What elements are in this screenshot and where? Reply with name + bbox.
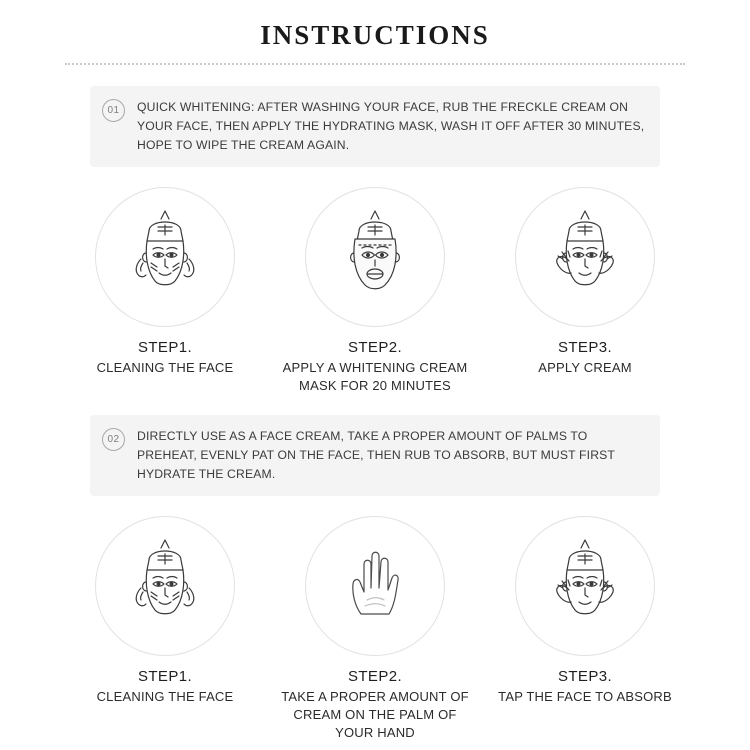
illustration-circle — [515, 187, 655, 327]
step-title: STEP1. — [137, 339, 193, 356]
face-mask-icon — [315, 197, 435, 317]
steps-row-01 — [0, 181, 750, 395]
face-cleaning-icon — [105, 526, 225, 646]
step-description: CLEANING THE FACE — [96, 360, 234, 375]
instruction-block-02 — [90, 415, 660, 496]
illustration-circle — [95, 187, 235, 327]
open-palm-icon — [315, 526, 435, 646]
step-item — [480, 181, 690, 395]
step-title: STEP2. — [347, 339, 403, 356]
step-title: STEP1. — [137, 668, 193, 685]
step-title: STEP2. — [347, 668, 403, 685]
step-number-badge: 02 — [102, 428, 125, 451]
step-illustration — [270, 181, 480, 333]
step-description: TAKE A PROPER AMOUNT OF CREAM ON THE PALM OF YOUR HAND — [281, 689, 469, 740]
step-description: APPLY A WHITENING CREAM MASK FOR 20 MINUTES — [282, 360, 468, 393]
step-item — [270, 181, 480, 395]
page-header — [0, 0, 750, 66]
face-apply-cream-icon — [525, 197, 645, 317]
step-item — [270, 510, 480, 742]
step-item — [480, 510, 690, 742]
illustration-circle — [515, 516, 655, 656]
face-cleaning-icon — [105, 197, 225, 317]
step-illustration — [60, 181, 270, 333]
face-tap-icon — [525, 526, 645, 646]
step-number-badge: 01 — [102, 99, 125, 122]
header-divider — [65, 63, 685, 66]
page-title: INSTRUCTIONS — [260, 20, 490, 50]
instruction-text: QUICK WHITENING: AFTER WASHING YOUR FACE, RUB THE FRECKLE CREAM ON YOUR FACE, THEN APPLY THE HYDRATING MASK, WASH IT OFF AFTER 30 MINUTES, HOPE TO WIPE THE CREAM AGAIN. — [137, 100, 645, 152]
step-illustration — [480, 181, 690, 333]
illustration-circle — [95, 516, 235, 656]
step-item — [60, 181, 270, 395]
step-title: STEP3. — [557, 668, 613, 685]
steps-row-02 — [0, 510, 750, 742]
instruction-text: DIRECTLY USE AS A FACE CREAM, TAKE A PROPER AMOUNT OF PALMS TO PREHEAT, EVENLY PAT ON THE FACE, THEN RUB TO ABSORB, BUT MUST FIRST HYDRATE THE CREAM. — [137, 429, 615, 481]
step-illustration — [60, 510, 270, 662]
step-description: APPLY CREAM — [538, 360, 632, 375]
step-illustration — [480, 510, 690, 662]
step-description: CLEANING THE FACE — [96, 689, 234, 704]
instruction-block-01 — [90, 86, 660, 167]
step-description: TAP THE FACE TO ABSORB — [498, 689, 672, 704]
step-title: STEP3. — [557, 339, 613, 356]
illustration-circle — [305, 516, 445, 656]
illustration-circle — [305, 187, 445, 327]
step-illustration — [270, 510, 480, 662]
step-item — [60, 510, 270, 742]
